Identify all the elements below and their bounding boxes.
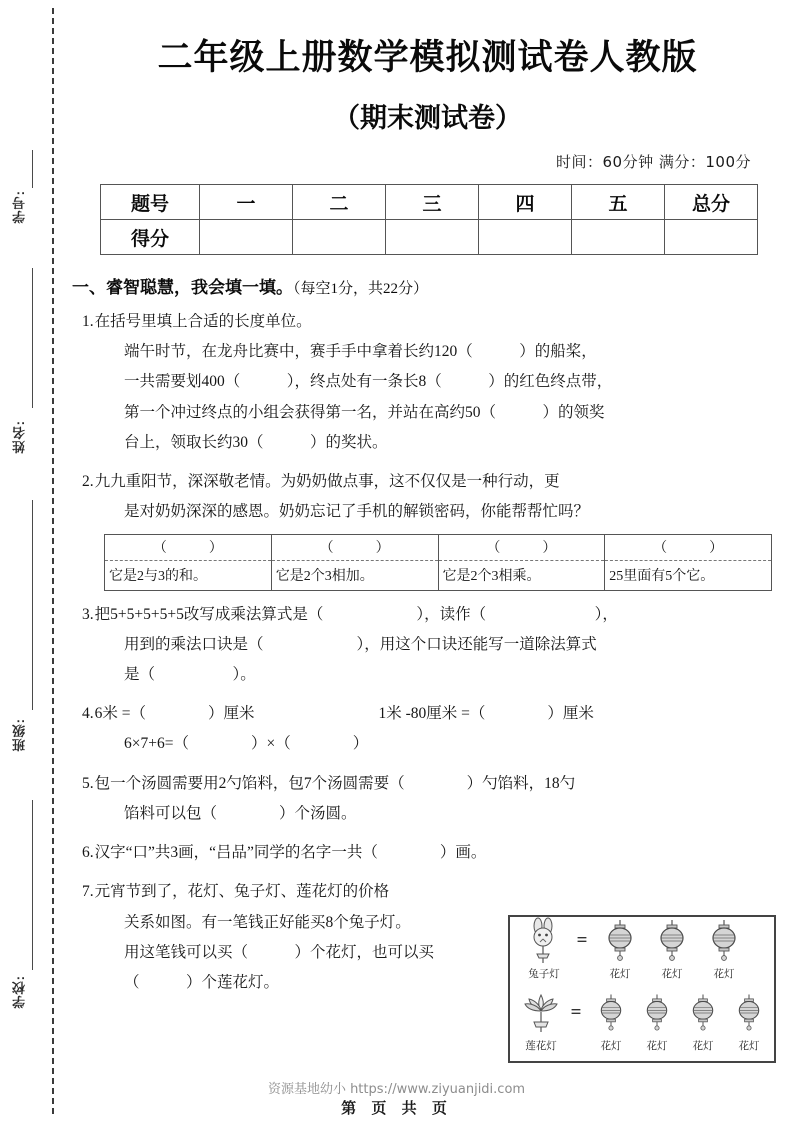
rabbit-lantern-item: [518, 917, 570, 981]
exam-page: [62, 0, 793, 1122]
page-number-footer: 第 页 共 页: [341, 1099, 452, 1117]
score-cell-3[interactable]: [386, 220, 479, 255]
flower-lantern-icon: [688, 989, 718, 1037]
question-7: [82, 877, 502, 998]
question-1-number: 1.: [82, 313, 94, 330]
riddle-slot-2[interactable]: （ ）: [271, 534, 438, 560]
question-2-number: 2.: [82, 473, 94, 491]
question-1-line-1: 端午时节，在龙舟比赛中，赛手手中拿着长约120（ ）的船桨，: [124, 343, 597, 361]
flower-lantern-item-2-2: [634, 989, 680, 1053]
score-table-wrapper: [100, 184, 758, 255]
margin-divider-4: [32, 800, 33, 970]
lantern-price-figure: [508, 915, 776, 1063]
question-5-line-1: 包一个汤圆需要用2勺馅料，包7个汤圆需要（ ）勺馅料，18勺: [94, 774, 576, 792]
flower-lantern-icon: [655, 917, 689, 965]
score-cell-total[interactable]: [665, 220, 758, 255]
question-6-number: 6.: [82, 844, 94, 862]
rabbit-lantern-icon: [524, 917, 564, 965]
flower-lantern-item-1-3: [698, 917, 750, 981]
question-7-line-4: （ ）个莲花灯。: [124, 973, 280, 991]
score-table-row-label-question: 题号: [101, 185, 200, 220]
question-2-line-1: 九九重阳节，深深敬老情。为奶奶做点事，这不仅仅是一种行动，更: [94, 473, 560, 491]
score-cell-2[interactable]: [293, 220, 386, 255]
riddle-description-2: 它是2个3相加。: [271, 560, 438, 590]
flower-lantern-icon: [603, 917, 637, 965]
question-4: [82, 699, 793, 759]
flower-lantern-caption-2-1: 花灯: [600, 1041, 622, 1052]
margin-label-student-id: 学号:: [12, 190, 27, 224]
flower-lantern-item-1-2: [646, 917, 698, 981]
equals-sign-row-2: =: [570, 1002, 582, 1023]
score-table: [100, 184, 758, 255]
lotus-lantern-icon: [521, 989, 561, 1037]
score-table-col-total: 总分: [665, 185, 758, 220]
lotus-lantern-caption: 莲花灯: [525, 1041, 557, 1052]
flower-lantern-caption-1-3: 花灯: [713, 969, 735, 980]
flower-lantern-item-1-1: [594, 917, 646, 981]
question-1: [82, 307, 793, 458]
margin-label-class: 班级:: [12, 718, 27, 752]
flower-lantern-caption-2-2: 花灯: [646, 1041, 668, 1052]
riddle-description-3: 它是2个3相乘。: [438, 560, 605, 590]
question-1-line-4: 台上，领取长约30（ ）的奖状。: [124, 433, 388, 451]
question-6: [82, 838, 793, 868]
question-6-line-1: 汉字“口”共3画，“吕品”同学的名字一共（ ）画。: [94, 844, 487, 862]
left-margin-strip: [0, 0, 62, 1122]
riddle-description-1: 它是2与3的和。: [105, 560, 272, 590]
question-7-line-1: 元宵节到了，花灯、兔子灯、莲花灯的价格: [94, 883, 390, 901]
section-1-points: （每空1分，共22分）: [293, 281, 429, 297]
riddle-slot-4[interactable]: （ ）: [605, 534, 772, 560]
margin-label-name: 姓名:: [12, 420, 27, 454]
question-2: [82, 467, 793, 527]
score-table-col-2: 二: [293, 185, 386, 220]
question-5-number: 5.: [82, 774, 94, 792]
question-3-line-2: 用到的乘法口诀是（ ），用这个口诀还能写一道除法算式: [124, 635, 597, 653]
score-table-col-5: 五: [572, 185, 665, 220]
question-4-line-1: 6米 =（ ）厘米 1米 -80厘米 =（ ）厘米: [94, 705, 594, 723]
page-title: 二年级上册数学模拟测试卷人教版: [157, 38, 698, 78]
flower-lantern-icon: [707, 917, 741, 965]
flower-lantern-item-2-4: [726, 989, 772, 1053]
flower-lantern-icon: [642, 989, 672, 1037]
question-5-line-2: 馅料可以包（ ）个汤圆。: [124, 804, 357, 822]
equals-sign-row-1: =: [576, 930, 588, 951]
flower-lantern-caption-1-1: 花灯: [609, 969, 631, 980]
flower-lantern-caption-2-4: 花灯: [738, 1041, 760, 1052]
question-7-line-3: 用这笔钱可以买（ ）个花灯，也可以买: [124, 943, 435, 961]
margin-divider-3: [32, 500, 33, 710]
question-4-number: 4.: [82, 705, 94, 723]
question-3-line-1: 把5+5+5+5+5改写成乘法算式是（ ），读作（ ），: [94, 605, 618, 623]
flower-lantern-item-2-1: [588, 989, 634, 1053]
table-row-riddle-descriptions: [105, 560, 772, 590]
exam-meta-line: 时间：60分钟 满分：100分: [556, 153, 751, 171]
flower-lantern-caption-1-2: 花灯: [661, 969, 683, 980]
margin-divider-2: [32, 268, 33, 408]
margin-divider-1: [32, 150, 33, 188]
margin-label-school: 学校:: [12, 975, 27, 1009]
lotus-lantern-item: [518, 989, 564, 1053]
score-table-col-4: 四: [479, 185, 572, 220]
score-table-row-label-score: 得分: [101, 220, 200, 255]
question-3-number: 3.: [82, 605, 94, 623]
question-1-line-3: 第一个冲过终点的小组会获得第一名，并站在高约50（ ）的领奖: [124, 403, 605, 421]
site-watermark: 资源基地幼小 https://www.ziyuanjidi.com: [267, 1082, 526, 1097]
score-cell-4[interactable]: [479, 220, 572, 255]
question-2-line-2: 是对奶奶深深的感恩。奶奶忘记了手机的解锁密码，你能帮帮忙吗？: [124, 503, 590, 521]
question-5: [82, 769, 793, 829]
riddle-description-4: 25里面有5个它。: [605, 560, 772, 590]
question-2-riddle-table: [104, 534, 772, 591]
question-3-line-3: 是（ ）。: [124, 665, 256, 683]
flower-lantern-icon: [734, 989, 764, 1037]
flower-lantern-caption-2-3: 花灯: [692, 1041, 714, 1052]
score-cell-5[interactable]: [572, 220, 665, 255]
riddle-slot-1[interactable]: （ ）: [105, 534, 272, 560]
section-1-heading: [72, 273, 793, 298]
dashed-fold-line: [52, 8, 54, 1114]
riddle-slot-3[interactable]: （ ）: [438, 534, 605, 560]
flower-lantern-item-2-3: [680, 989, 726, 1053]
table-row-riddle-slots: [105, 534, 772, 560]
question-1-line-2: 一共需要划400（ ），终点处有一条长8（ ）的红色终点带，: [124, 373, 613, 391]
table-row-scores: [101, 220, 758, 255]
question-1-stem: 在括号里填上合适的长度单位。: [94, 313, 312, 330]
lantern-figure-row-rabbit: [510, 917, 774, 989]
score-cell-1[interactable]: [200, 220, 293, 255]
rabbit-lantern-caption: 兔子灯: [528, 969, 560, 980]
question-7-line-2: 关系如图。有一笔钱正好能买8个兔子灯。: [124, 913, 411, 931]
score-table-col-3: 三: [386, 185, 479, 220]
section-1-title: 一、睿智聪慧，我会填一填。: [72, 278, 293, 298]
flower-lantern-icon: [596, 989, 626, 1037]
score-table-col-1: 一: [200, 185, 293, 220]
question-2-riddle-table-wrapper: [104, 534, 772, 591]
table-row-question-numbers: [101, 185, 758, 220]
question-3: [82, 600, 793, 691]
question-7-number: 7.: [82, 883, 94, 901]
lantern-figure-row-lotus: [510, 989, 774, 1061]
question-4-line-2: 6×7+6=（ ）×（ ）: [124, 735, 369, 753]
page-subtitle: （期末测试卷）: [333, 103, 522, 134]
